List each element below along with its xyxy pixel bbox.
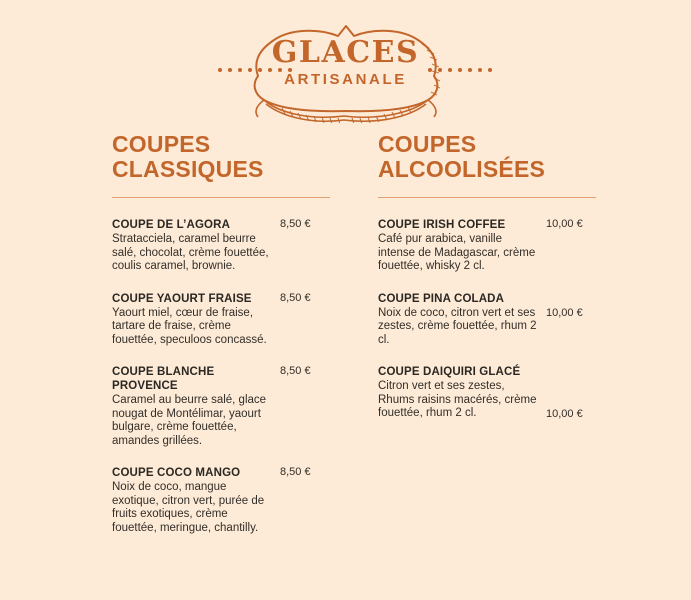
- menu-item-list-classiques: [112, 218, 374, 535]
- menu-item: [112, 466, 374, 535]
- menu-item-price: 8,50 €: [280, 291, 311, 304]
- menu-item-price: 10,00 €: [546, 306, 583, 319]
- menu-item-name: COUPE COCO MANGO: [112, 467, 241, 479]
- menu-item-name: COUPE DAIQUIRI GLACÉ: [378, 366, 521, 378]
- menu-item: [112, 365, 374, 448]
- menu-logo-header: [0, 18, 691, 123]
- section-divider: [112, 197, 330, 198]
- menu-item-price: 10,00 €: [546, 408, 583, 420]
- menu-item-price: 8,50 €: [280, 218, 311, 230]
- menu-item-name: COUPE PINA COLADA: [378, 292, 505, 305]
- menu-item: [378, 365, 640, 421]
- section-title-line1: COUPES: [112, 131, 211, 157]
- menu-item-price: 10,00 €: [546, 218, 583, 230]
- menu-item-body: [112, 365, 272, 448]
- logo-badge: [206, 18, 486, 123]
- section-divider: [378, 197, 596, 198]
- menu-item-description: Citron vert et ses zestes, Rhums raisins macérés, crème fouettée, rhum 2 cl.: [378, 380, 537, 419]
- menu-item: [112, 292, 374, 348]
- menu-item-description: Yaourt miel, cœur de fraise, tartare de fraise, crème fouettée, speculoos concassé.: [112, 306, 267, 346]
- menu-item-list-alcoolisees: [378, 218, 640, 421]
- menu-item-body: [112, 292, 272, 348]
- menu-item-price: 8,50 €: [280, 466, 311, 478]
- menu-item: [378, 218, 640, 274]
- menu-item-description: Caramel au beurre salé, glace nougat de Montélimar, yaourt bulgare, crème fouettée, amandes grillées.: [112, 394, 267, 447]
- menu-item-price: 8,50 €: [280, 365, 311, 377]
- section-title-line1: COUPES: [378, 131, 477, 157]
- menu-item-name: COUPE BLANCHE PROVENCE: [112, 366, 215, 392]
- menu-section-coupes-classiques: [112, 132, 374, 553]
- menu-item-body: [112, 218, 272, 274]
- logo-subtitle: ARTISANALE: [284, 71, 407, 88]
- logo-title: GLACES: [271, 35, 420, 70]
- menu-item: [378, 292, 640, 348]
- menu-item-body: [378, 218, 538, 274]
- menu-item-description: Noix de coco, mangue exotique, citron vert, purée de fruits exotiques, crème fouettée, meringue, chantilly.: [112, 481, 265, 534]
- menu-item-name: COUPE DE L’AGORA: [112, 219, 231, 231]
- menu-item-body: [378, 365, 538, 421]
- menu-item: [112, 218, 374, 274]
- menu-columns: [0, 132, 691, 553]
- menu-item-name: COUPE IRISH COFFEE: [378, 219, 506, 231]
- menu-section-coupes-alcoolisees: [378, 132, 640, 553]
- section-title-alcoolisees: [378, 132, 640, 182]
- section-title-line2: ALCOOLISÉES: [378, 156, 546, 182]
- section-title-classiques: [112, 132, 374, 182]
- menu-item-body: [378, 292, 538, 348]
- section-title-line2: CLASSIQUES: [112, 156, 264, 182]
- menu-item-body: [112, 466, 272, 535]
- menu-item-description: Noix de coco, citron vert et ses zestes, crème fouettée, rhum 2 cl.: [378, 306, 537, 346]
- menu-item-description: Café pur arabica, vanille intense de Madagascar, crème fouettée, whisky 2 cl.: [378, 233, 536, 272]
- menu-item-name: COUPE YAOURT FRAISE: [112, 292, 252, 305]
- menu-item-description: Stratacciela, caramel beurre salé, chocolat, crème fouettée, coulis caramel, brownie.: [112, 233, 269, 272]
